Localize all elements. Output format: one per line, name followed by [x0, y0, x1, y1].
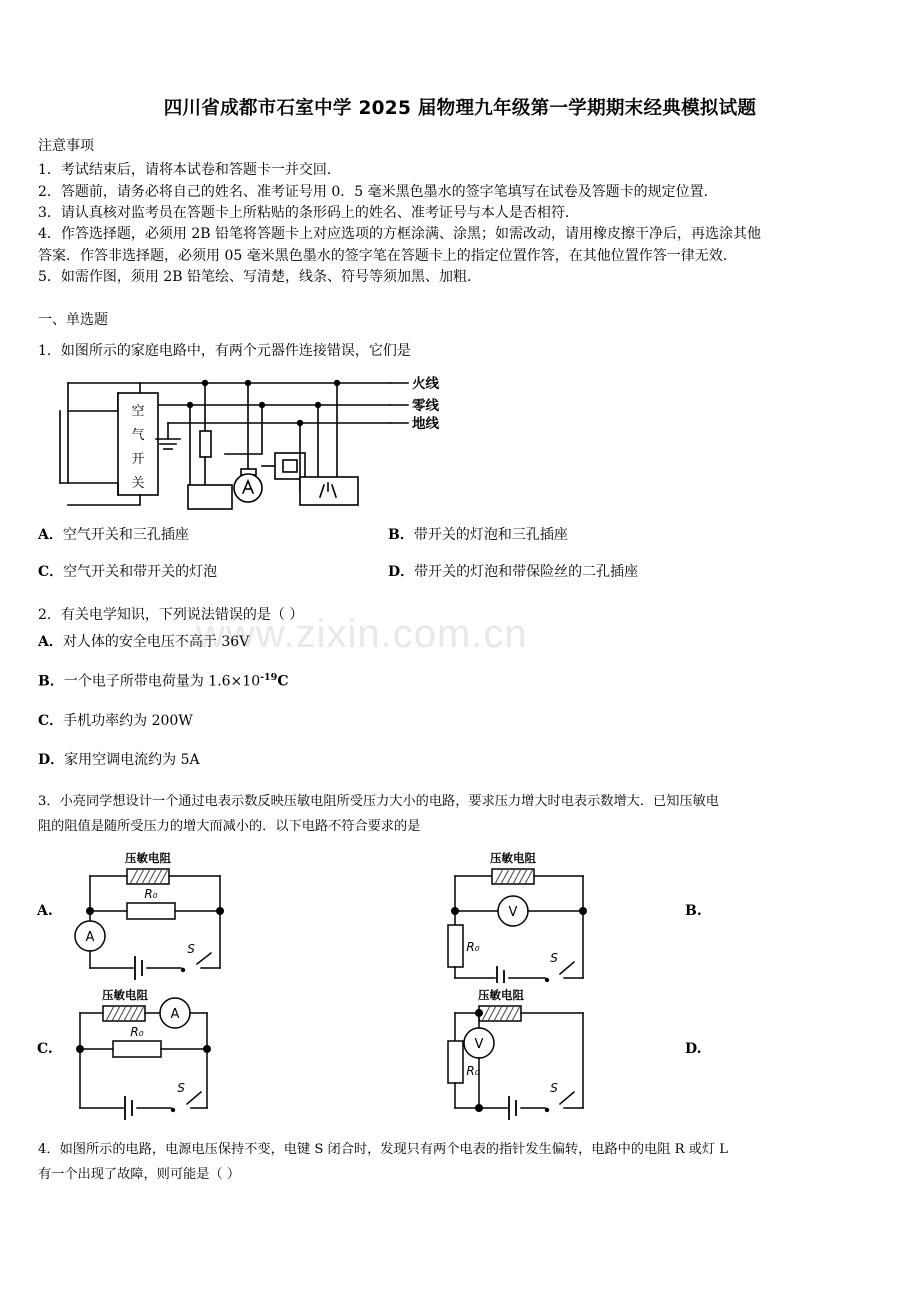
question-2-option-a[interactable]	[38, 632, 920, 671]
question-3-figure-row-1	[0, 843, 920, 983]
question-1-options-row-1	[0, 525, 920, 562]
question-3-option-a-figure[interactable]	[35, 843, 355, 983]
option-b-letter: B．	[388, 526, 414, 543]
question-3-option-d-figure[interactable]	[355, 983, 702, 1123]
label-live-wire: 火线	[412, 375, 439, 392]
question-3-option-d-letter: D.	[685, 1041, 702, 1058]
question-1-options	[0, 511, 920, 599]
air-switch-char-1: 空	[131, 403, 145, 419]
question-2-option-d[interactable]	[38, 750, 920, 789]
household-circuit-svg	[0, 371, 920, 511]
circuit-d-resistor-label: 压敏电阻	[478, 988, 524, 1003]
page-title: 四川省成都市石室中学 2025 届物理九年级第一学期期末经典模拟试题	[163, 98, 757, 119]
question-3-stem	[0, 789, 920, 839]
circuit-b-r0-label: R₀	[466, 940, 480, 955]
notice-heading: 注意事项	[38, 138, 94, 155]
question-3-figure-row-2	[0, 983, 920, 1123]
notice-item-4: 4．作答选择题，必须用 2B 铅笔将答题卡上对应选项的方框涂满、涂黑；如需改动，请用橡皮擦干净后，再选涂其他	[38, 226, 761, 243]
question-2-number: 2．	[38, 606, 61, 623]
question-2-text: 有关电学知识，下列说法错误的是（ ）	[60, 606, 304, 623]
air-switch-char-2: 气	[131, 427, 145, 443]
option-c-text: 手机功率约为 200W	[63, 713, 193, 730]
circuit-b-svg	[355, 843, 675, 983]
question-1-number: 1．	[38, 343, 61, 360]
circuit-c-svg	[35, 983, 355, 1123]
option-b-exponent: -19	[260, 672, 278, 684]
notice-item-5: 5．如需作图，须用 2B 铅笔绘、写清楚，线条、符号等须加黑、加粗.	[38, 268, 472, 285]
option-b-letter: B．	[38, 674, 64, 691]
question-1-option-d[interactable]	[388, 562, 638, 599]
circuit-b-voltmeter-label: V	[508, 905, 518, 921]
site-watermark: www.zixin.com.cn	[196, 612, 528, 656]
option-a-text: 对人体的安全电压不高于 36V	[62, 634, 250, 651]
circuit-b-switch-label: S	[550, 951, 558, 966]
option-b-unit: C	[277, 674, 289, 691]
question-2-option-b[interactable]	[38, 671, 920, 711]
circuit-d-svg	[355, 983, 675, 1123]
circuit-d-voltmeter-label: V	[474, 1037, 484, 1053]
option-d-text: 带开关的灯泡和带保险丝的二孔插座	[414, 563, 639, 580]
question-3-option-c-figure[interactable]	[35, 983, 355, 1123]
question-4-text-1: 如图所示的电路，电源电压保持不变，电键 S 闭合时，发现只有两个电表的指针发生偏转，电路中的电阻 R 或灯 L	[59, 1142, 729, 1158]
notice-section	[0, 120, 920, 288]
question-3-text-1: 小亮同学想设计一个通过电表示数反映压敏电阻所受压力大小的电路，要求压力增大时电表示数增大．已知压敏电	[59, 794, 719, 810]
notice-item-1: 1．考试结束后，请将本试卷和答题卡一并交回.	[38, 162, 332, 179]
question-3-stem-line-2: 阻的阻值是随所受压力的增大而减小的．以下电路不符合要求的是	[38, 819, 421, 835]
question-3-option-a-letter: A.	[37, 903, 53, 920]
circuit-b-resistor-label: 压敏电阻	[490, 851, 536, 866]
question-4-stem	[0, 1123, 920, 1187]
option-d-letter: D．	[388, 563, 415, 580]
question-2-option-c[interactable]	[38, 711, 920, 750]
air-switch-char-4: 关	[131, 475, 145, 491]
circuit-d-switch-label: S	[550, 1081, 558, 1096]
circuit-a-ammeter-label: A	[85, 930, 95, 946]
figure-household-circuit	[0, 371, 920, 511]
question-3-figures	[0, 839, 920, 1123]
option-c-letter: C．	[38, 563, 64, 580]
question-4-stem-line-1	[38, 1137, 890, 1162]
question-1-option-c[interactable]	[38, 562, 388, 599]
air-switch-char-3: 开	[131, 451, 145, 467]
option-a-letter: A．	[38, 526, 63, 543]
question-4-stem-line-2: 有一个出现了故障，则可能是（ ）	[38, 1167, 241, 1183]
option-b-text: 带开关的灯泡和三孔插座	[413, 526, 568, 543]
option-a-text: 空气开关和三孔插座	[62, 526, 189, 543]
circuit-c-switch-label: S	[177, 1081, 185, 1096]
question-1-options-row-2	[0, 562, 920, 599]
circuit-a-r0-label: R₀	[144, 887, 158, 902]
circuit-a-resistor-label: 压敏电阻	[125, 851, 171, 866]
question-1-stem	[0, 331, 920, 363]
circuit-c-resistor-label: 压敏电阻	[102, 988, 148, 1003]
question-2-stem	[0, 599, 920, 627]
question-3-option-c-letter: C.	[37, 1041, 53, 1058]
label-neutral-wire: 零线	[412, 397, 439, 414]
option-d-text: 家用空调电流约为 5A	[64, 752, 200, 769]
circuit-d-r0-label: R₀	[466, 1064, 480, 1079]
wire-labels	[412, 375, 439, 432]
option-a-letter: A．	[38, 634, 63, 651]
option-b-text: 一个电子所带电荷量为 1.6×10	[63, 674, 261, 691]
question-1-option-b[interactable]	[388, 525, 568, 562]
circuit-c-r0-label: R₀	[130, 1025, 144, 1040]
question-1-option-a[interactable]	[38, 525, 388, 562]
option-d-letter: D．	[38, 752, 65, 769]
notice-item-3: 3．请认真核对监考员在答题卡上所粘贴的条形码上的姓名、准考证号与本人是否相符.	[38, 205, 570, 222]
section-heading-single-choice: 一、单选题	[38, 312, 108, 329]
question-3-stem-line-1	[38, 789, 890, 814]
question-3-option-b-figure[interactable]	[355, 843, 702, 983]
option-c-text: 空气开关和带开关的灯泡	[63, 563, 218, 580]
notice-item-4-cont: 答案．作答非选择题，必须用 05 毫米黑色墨水的签字笔在答题卡上的指定位置作答，在其他位置作答一律无效.	[38, 247, 728, 264]
question-4-number: 4．	[38, 1142, 60, 1158]
label-ground-wire: 地线	[412, 415, 439, 432]
question-1-text: 如图所示的家庭电路中，有两个元器件连接错误，它们是	[60, 343, 411, 360]
circuit-a-svg	[35, 843, 355, 983]
circuit-c-ammeter-label: A	[170, 1007, 180, 1023]
option-c-letter: C．	[38, 713, 64, 730]
question-3-option-b-letter: B.	[685, 903, 702, 920]
circuit-a-switch-label: S	[187, 942, 195, 957]
question-3-number: 3．	[38, 794, 60, 810]
question-2-options	[0, 626, 920, 789]
notice-item-2: 2．答题前，请务必将自己的姓名、准考证号用 0．5 毫米黑色墨水的签字笔填写在试卷及答题卡的规定位置.	[38, 183, 709, 200]
